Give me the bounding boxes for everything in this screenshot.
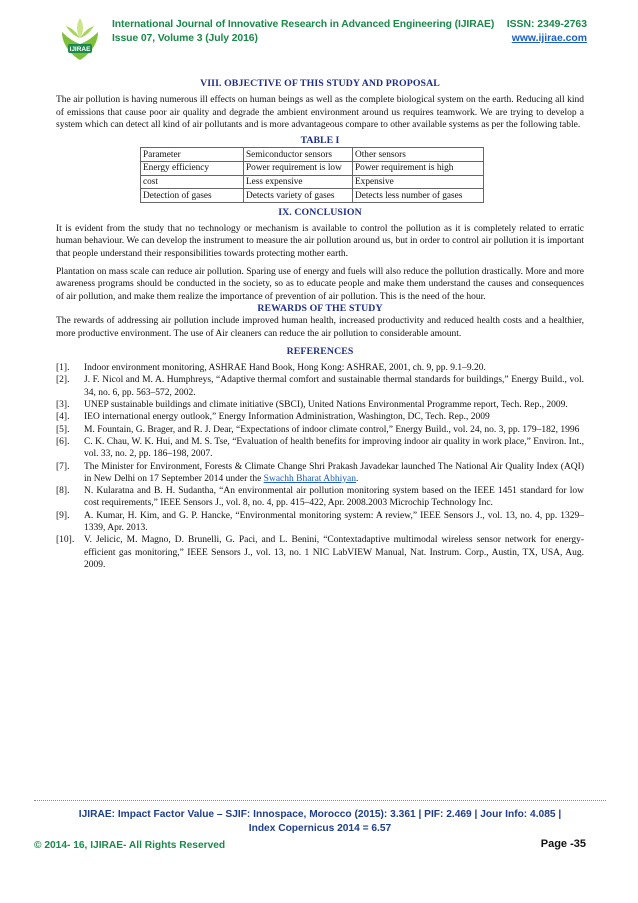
list-item [56, 399, 584, 411]
list-item [56, 485, 584, 510]
section-heading-references: REFERENCES [286, 345, 354, 357]
reference-text: C. K. Chau, W. K. Hui, and M. S. Tse, “Evaluation of health benefits for improving indoor air quality in work place,” Environ. Int., vol. 33, no. 2, pp. 186–198, 2007. [84, 436, 584, 460]
table-cell: Parameter [141, 148, 244, 162]
objective-paragraph: The air pollution is having numerous ill effects on human beings as well as the complete biological system on the earth. Reducing all kind of emissions that cause poor air quality and degrade the ambient environment around us requires teamwork. We are trying to develop a system which can detect all kind of air pollutants and is more advantageous compare to other available systems as per the following table. [56, 95, 584, 130]
table-cell: Detection of gases [141, 189, 244, 203]
reference-text: Indoor environment monitoring, ASHRAE Hand Book, Hong Kong: ASHRAE, 2001, ch. 9, pp. 9.1–9.20. [84, 363, 486, 374]
reference-text: N. Kularatna and B. H. Sudantha, “An environmental air pollution monitoring system based on the IEEE 1451 standard for low cost requirements,” IEEE Sensors J., vol. 8, no. 4, pp. 415–422, Apr. 2008.2003 Microchip Technology Inc. [84, 486, 584, 509]
footer-divider [34, 800, 606, 801]
reference-text-end: . [356, 473, 359, 484]
rewards-paragraph: The rewards of addressing air pollution include improved human health, increased productivity and reduced health costs and a healthier, more productive environment. The use of Air cleaners can reduce the air pollution to considerable amount. [56, 316, 584, 339]
table-row [141, 148, 484, 162]
reference-text: M. Fountain, G. Brager, and R. J. Dear, “Expectations of indoor climate control,” Energy Build., vol. 24, no. 3, pp. 179–182, 1996 [84, 424, 580, 435]
reference-text: V. Jelicic, M. Magno, D. Brunelli, G. Paci, and L. Benini, “Contextadaptive multimodal wireless sensor network for energy-efficient gas monitoring,” IEEE Sensors J., vol. 13, no. 1 NIC LabVIEW Manual, Nat. Instrum. Corp., Austin, TX, USA, Aug. 2009. [84, 535, 584, 570]
reference-text: IEO international energy outlook,” Energy Information Administration, Washington, DC, Tech. Rep., 2009 [84, 412, 490, 423]
reference-number: [2]. [56, 375, 70, 386]
journal-issue: Issue 07, Volume 3 (July 2016) [112, 33, 258, 44]
list-item [56, 362, 584, 374]
journal-logo-icon [52, 10, 108, 66]
table-cell: Less expensive [244, 175, 353, 189]
table-row [141, 175, 484, 189]
section-heading-rewards: REWARDS OF THE STUDY [257, 302, 383, 314]
table-cell: Expensive [353, 175, 484, 189]
reference-number: [8]. [56, 486, 70, 497]
reference-text-body: The Minister for Environment, Forests & Climate Change Shri Prakash Javadekar launched The National Air Quality Index (AQI) in New Delhi on 17 September 2014 under the [84, 461, 584, 484]
reference-number: [10]. [56, 535, 75, 546]
table-cell: Other sensors [353, 148, 484, 162]
reference-number: [7]. [56, 461, 70, 472]
table-cell: Energy efficiency [141, 162, 244, 176]
page-number: Page -35 [540, 838, 586, 850]
table-row [141, 162, 484, 176]
list-item [56, 424, 584, 436]
reference-number: [1]. [56, 363, 70, 374]
reference-text: J. F. Nicol and M. A. Humphreys, “Adaptive thermal comfort and sustainable thermal standards for buildings,” Energy Build., vol. 34, no. 6, pp. 563–572, 2002. [84, 375, 584, 398]
reference-number: [5]. [56, 424, 70, 435]
reference-number: [6]. [56, 436, 70, 447]
table-cell: Power requirement is low [244, 162, 353, 176]
table-cell: Detects less number of gases [353, 189, 484, 203]
table-row [141, 189, 484, 203]
issn: ISSN: 2349-2763 [506, 19, 587, 30]
reference-list [56, 362, 584, 571]
reference-text: A. Kumar, H. Kim, and G. P. Hancke, “Environmental monitoring system: A review,” IEEE Sensors J., vol. 13, no. 4, pp. 1329–1339, Apr. 2013. [84, 510, 584, 533]
swachh-bharat-link[interactable]: Swachh Bharat Abhiyan [263, 473, 357, 484]
list-item [56, 510, 584, 535]
section-heading-conclusion: IX. CONCLUSION [278, 206, 362, 218]
table-cell: cost [141, 175, 244, 189]
list-item [56, 534, 584, 571]
journal-title: International Journal of Innovative Research in Advanced Engineering (IJIRAE) [112, 19, 495, 30]
conclusion-paragraph-2: Plantation on mass scale can reduce air pollution. Sparing use of energy and fuels will also reduce the pollution drastically. More and more awareness programs should be conducted in the society, so as to educate people and make them understand the causes and consequences of air pollution, and make them realize the importance of prevention of air pollution. This is the need of the hour. [56, 267, 584, 302]
journal-title-block [112, 18, 494, 46]
list-item [56, 411, 584, 423]
list-item [56, 461, 584, 486]
list-item [56, 436, 584, 461]
comparison-table [140, 147, 484, 202]
reference-number: [3]. [56, 400, 70, 411]
journal-header [52, 10, 587, 76]
journal-id-block [507, 18, 587, 46]
section-heading-objective: VIII. OBJECTIVE OF THIS STUDY AND PROPOSAL [200, 78, 440, 89]
table-cell: Detects variety of gases [244, 189, 353, 203]
impact-factor-line [30, 808, 610, 836]
reference-number: [9]. [56, 510, 70, 521]
website-link[interactable]: www.ijirae.com [511, 33, 587, 44]
index-copernicus-text: Index Copernicus 2014 = 6.57 [248, 823, 392, 834]
reference-text: UNEP sustainable buildings and climate initiative (SBCI), United Nations Environmental Programme report, Tech. Rep., 2009. [84, 400, 568, 411]
table-cell: Semiconductor sensors [244, 148, 353, 162]
impact-factor-text: IJIRAE: Impact Factor Value – SJIF: Innospace, Morocco (2015): 3.361 | PIF: 2.469 | Jour Info: 4.085 | [78, 809, 562, 820]
conclusion-paragraph-1: It is evident from the study that no technology or mechanism is available to control the pollution as it is completely related to erratic human behaviour. We can develop the instrument to measure the air pollution around us, but in order to control air pollution it is important that people understand their responsibilities towards protecting mother earth. [56, 224, 584, 259]
table-cell: Power requirement is high [353, 162, 484, 176]
reference-text [84, 461, 584, 486]
table-title: TABLE I [300, 135, 340, 147]
logo-label: IJIRAE [69, 46, 91, 53]
reference-number: [4]. [56, 412, 70, 423]
list-item [56, 374, 584, 399]
article-body [56, 78, 584, 571]
copyright: © 2014- 16, IJIRAE- All Rights Reserved [34, 840, 226, 851]
